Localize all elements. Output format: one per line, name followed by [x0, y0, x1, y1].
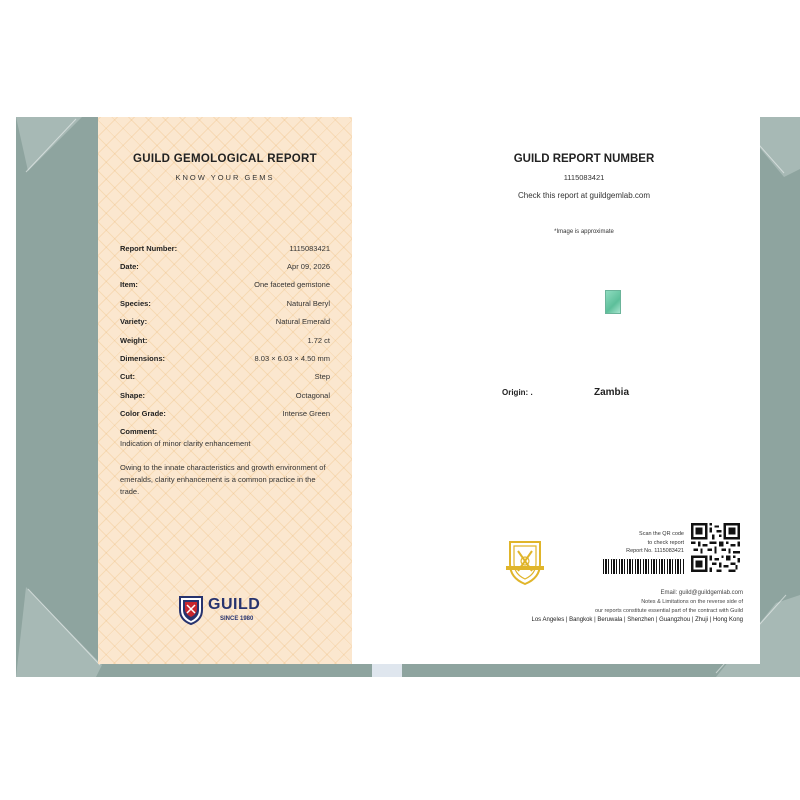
detail-row — [120, 294, 330, 312]
detail-value: 8.03 × 6.03 × 4.50 mm — [254, 354, 330, 364]
contact-email[interactable]: Email: guild@guildgemlab.com — [660, 590, 743, 596]
guild-logo — [178, 594, 288, 630]
detail-value: Natural Beryl — [286, 298, 330, 308]
comment-label: Comment: — [120, 427, 158, 436]
detail-row — [120, 313, 330, 331]
report-number-page — [408, 117, 760, 664]
detail-row — [120, 257, 330, 275]
detail-label: Item: — [120, 280, 138, 290]
scan-instructions — [598, 530, 684, 556]
detail-value: Intense Green — [282, 409, 330, 419]
detail-value: Apr 09, 2026 — [287, 262, 330, 272]
detail-row — [120, 349, 330, 367]
detail-value: 1115083421 — [289, 243, 330, 253]
detail-label: Dimensions: — [120, 354, 166, 364]
report-details — [120, 239, 330, 423]
report-number-title: GUILD REPORT NUMBER — [513, 153, 655, 165]
detail-row — [120, 239, 330, 257]
detail-label: Shape: — [120, 390, 146, 400]
gold-crest-icon — [506, 538, 544, 586]
notes-line: Notes & Limitations on the reverse side of — [641, 599, 743, 605]
gemological-report-page — [98, 117, 352, 664]
logo-wordmark: GUILD — [208, 596, 261, 613]
detail-label: Color Grade: — [120, 409, 166, 419]
office-locations: Los Angeles | Bangkok | Beruwala | Shenzhen | Guangzhou | Zhuji | Hong Kong — [531, 617, 743, 623]
detail-row — [120, 276, 330, 294]
comment-note: Owing to the innate characteristics and growth environment of emeralds, clarity enhancement is a common practice in the trade. — [120, 463, 326, 496]
image-approx-note: *Image is approximate — [554, 229, 614, 235]
detail-row — [120, 331, 330, 349]
guild-shield-icon — [178, 594, 204, 626]
report-title: GUILD GEMOLOGICAL REPORT — [133, 153, 317, 165]
scan-report-number: Report No. 1115083421 — [626, 548, 684, 554]
scan-line: to check report — [647, 539, 684, 546]
gemstone-image — [605, 290, 621, 314]
qr-code-icon[interactable] — [691, 523, 740, 572]
detail-label: Report Number: — [120, 243, 178, 253]
report-number-value: 1115083421 — [563, 173, 605, 182]
detail-value: Octagonal — [295, 390, 330, 400]
origin-label: Origin: . — [502, 388, 533, 397]
notes-line: our reports constitute essential part of the contract with Guild — [595, 608, 743, 614]
detail-label: Species: — [120, 298, 151, 308]
detail-label: Variety: — [120, 317, 148, 327]
detail-row — [120, 368, 330, 386]
report-footer — [488, 589, 743, 625]
detail-value: Step — [314, 372, 330, 382]
barcode-icon — [603, 559, 685, 574]
detail-value: One faceted gemstone — [254, 280, 330, 290]
center-ribbon — [372, 664, 402, 677]
origin-value: Zambia — [594, 387, 630, 398]
report-tagline: KNOW YOUR GEMS — [175, 173, 275, 182]
scan-line: Scan the QR code — [639, 531, 684, 537]
detail-row — [120, 405, 330, 423]
detail-label: Weight: — [120, 335, 148, 345]
comment-text: Indication of minor clarity enhancement — [120, 439, 251, 448]
card-background — [352, 117, 408, 664]
detail-label: Date: — [120, 262, 139, 272]
logo-since: SINCE 1980 — [220, 616, 254, 622]
detail-value: Natural Emerald — [275, 317, 330, 327]
detail-row — [120, 386, 330, 404]
detail-label: Cut: — [120, 372, 135, 382]
detail-value: 1.72 ct — [307, 335, 330, 345]
check-report-link[interactable]: Check this report at guildgemlab.com — [517, 191, 651, 200]
